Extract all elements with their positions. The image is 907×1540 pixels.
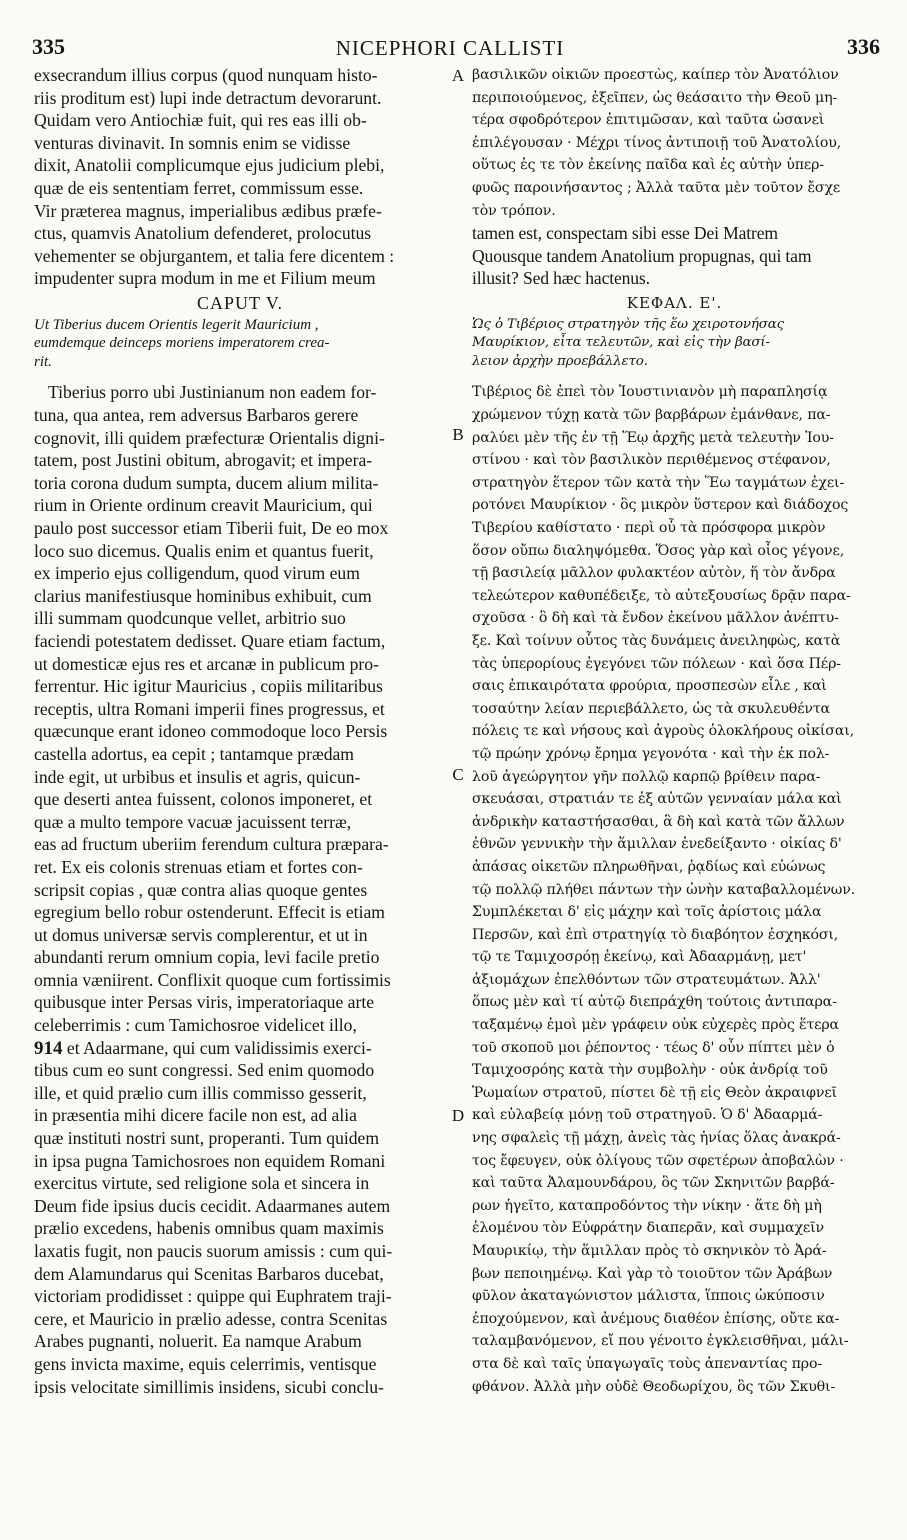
text-line: riis proditum est) lupi inde detractum devorarunt. — [34, 87, 382, 108]
text-line: victoriam prodidisset : quippe qui Euphratem traji- — [34, 1286, 392, 1307]
margin-letter-b: B — [452, 425, 464, 444]
greek-text-line: στίνου · καὶ τὸν βασιλικὸν περιθέμενος στέφανον, — [472, 452, 831, 469]
chapter-summary-line: eumdemque deinceps moriens imperatorem crea- — [34, 335, 330, 352]
text-line: gens invicta maxime, equis celerrimis, ventisque — [34, 1353, 377, 1374]
greek-text-line: περιποιούμενος, ἐξεῖπεν, ὡς θεάσαιτο τὴν Θεοῦ μη- — [472, 89, 838, 106]
text-line: ex imperio ejus colligendum, quod virum eum — [34, 563, 360, 584]
greek-text-line: Ταμιχοσρόης κατὰ τὴν συμβολὴν · οὐκ ἀνδρίᾳ τοῦ — [472, 1062, 828, 1079]
greek-text-line: φυῶς παροινήσαντος ; Ἀλλὰ ταῦτα μὲν τοῦτον ἔσχε — [472, 179, 841, 196]
greek-text-line: ἁπάσας οἰκετῶν πληρωθῆναι, ῥᾳδίως καὶ εὐώνως — [472, 858, 826, 875]
text-line: ferrentur. Hic igitur Mauricius , copiis militaribus — [34, 676, 383, 697]
greek-text-line: οὕτως ἐς τε τὸν ἐκείνης παῖδα καὶ ἐς αὐτὴν ὑπερ- — [472, 157, 824, 174]
spacer — [34, 371, 446, 381]
text-line: omnia væniirent. Conflixit quoque cum fortissimis — [34, 969, 391, 990]
text-line: Quidam vero Antiochiæ fuit, qui res eas illi ob- — [34, 110, 367, 131]
chapter-heading: CAPUT V. — [196, 292, 284, 313]
greek-text-line: ἀνδρικὴν καταστήσασθαι, ἃ δὴ καὶ κατὰ τῶν ἄλλων — [472, 813, 845, 830]
text-line: castella adortus, ea cepit ; tantamque prædam — [34, 743, 354, 764]
greek-text-line: φθάνον. Ἀλλὰ μὴν οὐδὲ Θεοδωρίχου, ὃς τῶν Σκυθι- — [472, 1378, 836, 1395]
chapter-summary-line: Ut Tiberius ducem Orientis legerit Mauricium , — [34, 316, 319, 333]
text-line: quæ a multo tempore vacuæ jacuissent terræ, — [34, 811, 352, 832]
text-line: ut domesticæ ejus res et arcanæ in publicum pro- — [34, 653, 379, 674]
text-line: tuna, qua antea, rem adversus Barbaros gerere — [34, 405, 359, 426]
greek-text-line: ἑλομένου τὸν Εὐφράτην διαπερᾶν, καὶ συμμαχεῖν — [472, 1220, 825, 1237]
text-line: receptis, ultra Romani imperii fines progressus, et — [34, 698, 385, 719]
text-line: tibus cum eo sunt congressi. Sed enim quomodo — [34, 1060, 375, 1081]
text-line: celeberrimis : cum Tamichosroe videlicet illo, — [34, 1015, 357, 1036]
greek-text-line: ἀξιομάχων ἐπελθόντων τῶν στρατευμάτων. Ἀλλ' — [472, 971, 821, 988]
greek-summary-line: λειον ἀρχὴν προεβάλλετο. — [472, 353, 648, 369]
greek-text-line: Τιβερίου καθίστατο · περὶ οὗ τὰ πρόσφορα μικρὸν — [472, 520, 826, 536]
greek-text-line: σκευάσαι, στρατιάν τε ἐξ αὐτῶν γενναίαν μάλα καὶ — [472, 791, 842, 808]
greek-text-line: πόλεις τε καὶ νήσους καὶ ἀγροὺς ὁλοκλήρους οἰκίσαι, — [472, 723, 855, 740]
page-number-left: 335 — [32, 34, 65, 59]
text-line: in præsentia mihi dicere facile non est, ad alia — [34, 1105, 357, 1126]
greek-text-line: τοσαύτην λείαν περιεβάλλετο, ὡς τὰ σκυλευθέντα — [472, 700, 830, 717]
greek-text-line: ὅσον οὔπω διαληψόμεθα. Ὅσος γὰρ καὶ οἷος γέγονε, — [472, 542, 845, 559]
latin-column — [34, 64, 446, 1398]
text-line: laxatis fugit, non paucis suorum amissis : cum qui- — [34, 1241, 393, 1261]
greek-text-line: τοῦ σκοποῦ μοι ῥέποντος · τέως δ' οὖν πίπτει μὲν ὁ — [472, 1039, 835, 1056]
margin-letter-c: C — [452, 765, 464, 784]
text-line: in ipsa pugna Tamichosroes non equidem Romani — [34, 1150, 386, 1171]
text-line: Vir præterea magnus, imperialibus ædibus præfe- — [34, 200, 382, 221]
greek-text-line: ραλύει μὲν τῆς ἐν τῇ Ἕῳ ἀρχῆς μετὰ τελευτὴν Ἰου- — [472, 429, 834, 446]
text-line: rium in Oriente ordinum creavit Mauricium, qui — [34, 495, 373, 516]
greek-text-line: τέρα σφοδρότερον ἐπιτιμῶσαν, καὶ ταῦτα ὡσανεὶ — [472, 112, 825, 129]
greek-text-line: τελεώτερον καθυπέδειξε, τὸ αὐτεξουσίως δρᾷν παρα- — [472, 587, 851, 604]
text-line: abundanti rerum omnium copia, levi facile pretio — [34, 947, 380, 968]
text-line: cere, et Mauricio in prælio adesse, contra Scenitas — [34, 1308, 388, 1329]
text-line: ipsis velocitate simillimis insidens, sicubi conclu- — [34, 1376, 384, 1397]
text-line: illi summam quodcunque vellet, arbitrio suo — [34, 608, 346, 629]
text-line: exsecrandum illius corpus (quod nunquam histo- — [34, 65, 378, 85]
greek-text-line: στρατηγὸν ἕτερον τῶν κατὰ τὴν Ἕω ταγμάτων ἐχει- — [472, 474, 845, 491]
text-line: toria corona dudum sumpta, ducem alium milita- — [34, 472, 379, 493]
greek-text-line: σχοῦσα · ὃ δὴ καὶ τὰ ἔνδον ἐκείνου μᾶλλον ἀνέπτυ- — [472, 610, 839, 627]
text-line: faciendi potestatem dedisset. Quare etiam factum, — [34, 630, 386, 651]
greek-text-line: βασιλικῶν οἰκιῶν προεστὼς, καίπερ τὸν Ἀνατόλιον — [472, 67, 839, 83]
greek-text-line: Περσῶν, καὶ ἐπὶ στρατηγίᾳ τὸ διαβόητον ἐσχηκόσι, — [472, 926, 839, 943]
greek-text-line: καὶ ταῦτα Ἀλαμουνδάρου, ὃς τῶν Σκηνιτῶν βαρβά- — [472, 1175, 835, 1192]
text-line: paulo post successor etiam Tiberii fuit, De eo mox — [34, 518, 389, 538]
greek-text-line: νης σφαλεὶς τῇ μάχῃ, ἀνεὶς τὰς ἡνίας ὅλας ἀνακρά- — [472, 1130, 841, 1147]
text-line: ctus, quamvis Anatolium defenderet, prolocutus — [34, 223, 372, 244]
greek-text-line: ταλαμβανόμενον, εἴ που γένοιτο ἐγκλεισθῆναι, μάλι- — [472, 1333, 849, 1350]
greek-summary-line: Μαυρίκιον, εἶτα τελευτῶν, καὶ εἰς τὴν βασί- — [472, 335, 770, 351]
greek-text-line: στα δὲ καὶ ταῖς ὑπαγωγαῖς τοὺς ἀπεναντίας προ- — [472, 1355, 823, 1372]
greek-text-line: ξε. Καὶ τοίνυν οὗτος τὰς δυνάμεις ἀνειληφὼς, κατὰ — [472, 632, 841, 649]
greek-text-line: βων πεποιημένῳ. Καὶ γὰρ τὸ τοιοῦτον τῶν Ἀράβων — [472, 1265, 833, 1282]
spacer — [472, 371, 877, 381]
running-title: NICEPHORI CALLISTI — [335, 36, 565, 60]
greek-text-line: τὰς ὑπερορίους ἐγεγόνει τῶν πόλεων · καὶ ὅσα Πέρ- — [472, 655, 841, 672]
greek-text-line: τος ἔφευγεν, οὐκ ὀλίγους τῶν σφετέρων ἀποβαλὼν · — [472, 1152, 844, 1169]
latin-continuation-line: Quousque tandem Anatolium propugnas, qui tam — [472, 245, 812, 266]
text-line: clarius manifestiusque hominibus exhibuit, cum — [34, 585, 372, 606]
greek-text-line: ροτόνει Μαυρίκιον · ὃς μικρὸν ὕστερον καὶ διάδοχος — [472, 497, 849, 514]
greek-text-line: τῷ πολλῷ πλήθει πάντων τὴν ὠνὴν καταβαλλομένων. — [472, 881, 856, 898]
greek-text-line: ἐθνῶν γεννικὴν τὴν ἅμιλλαν ἐνεδείξαντο · οἰκίας δ' — [472, 836, 842, 853]
greek-text-line: Ῥωμαίων στρατοῦ, πίστει δὲ τῇ εἰς Θεὸν ἀκραιφνεῖ — [472, 1084, 837, 1101]
greek-text-line: Μαυρικίῳ, τὴν ἅμιλλαν πρὸς τὸ σκηνικὸν τὸ Ἀρά- — [472, 1243, 827, 1259]
margin-letter-d: D — [451, 1106, 465, 1125]
text-line: ille, et quid prælio cum illis commisso gesserit, — [34, 1082, 367, 1103]
text-line: egregium bello robur ostenderunt. Effecit is etiam — [34, 902, 385, 923]
text-line: ret. Ex eis colonis strenuas etiam et fortes con- — [34, 856, 363, 877]
greek-text-line: λοῦ ἀγεώργητον γῆν πολλῷ καρπῷ βρίθειν παρα- — [472, 768, 821, 785]
text-line: dem Alamundarus qui Scenitas Barbaros ducebat, — [34, 1263, 384, 1284]
text-line: eas ad fructum uberiim ferendum cultura præpara- — [34, 834, 389, 855]
text-line: quæ instituti nostri sunt, properanti. Tum quidem — [34, 1128, 380, 1149]
text-line: vehementer se objurgantem, et talia fere dicentem : — [34, 245, 395, 266]
greek-text-line: χρώμενον τύχῃ κατὰ τῶν βαρβάρων ἐμάνθανε, πα- — [472, 407, 831, 424]
text-line: Tiberius porro ubi Justinianum non eadem for- — [48, 382, 377, 403]
greek-text-line: ταξαμένῳ ἐμοὶ μὲν γράφειν οὐκ εὐχερὲς πρὸς ἕτερα — [472, 1017, 839, 1034]
text-line: scripsit copias , quæ contra alias quoque gentes — [34, 879, 368, 900]
running-header — [20, 30, 880, 60]
page-number-right: 336 — [847, 34, 880, 59]
greek-text-line: ὅπως μὲν καὶ τί αὐτῷ διεπράχθη τούτοις ἀντιπαρα- — [472, 994, 837, 1011]
greek-chapter-heading: ΚΕΦΑΛ. Ε'. — [626, 293, 723, 312]
text-line: prælio excedens, habenis omnibus quam maximis — [34, 1218, 384, 1239]
greek-text-line: ἐποχούμενον, καὶ ἀνέμους διαθέον ἐπίσης, οὔτε κα- — [472, 1310, 840, 1327]
text-line — [34, 1037, 446, 1060]
text-line: Deum fide ipsius ducis cecidit. Adaarmanes autem — [34, 1195, 391, 1216]
latin-continuation-line: tamen est, conspectam sibi esse Dei Matrem — [472, 223, 778, 244]
greek-text-line: τῷ τε Ταμιχοσρόῃ ἐκείνῳ, καὶ Ἀδααρμάνῃ, μετ' — [472, 949, 807, 966]
greek-text-line: Τιβέριος δὲ ἐπεὶ τὸν Ἰουστινιανὸν μὴ παραπλησίᾳ — [472, 384, 828, 401]
text-line: ut domus universæ servis complerentur, et ut in — [34, 924, 368, 945]
text-line: cognovit, illi quidem præfecturæ Orientalis digni- — [34, 427, 385, 448]
text-line: tatem, post Justini obitum, abrogavit; et impera- — [34, 450, 373, 471]
chapter-summary-line: rit. — [34, 353, 52, 370]
greek-text-line: σαις ἐπικαιρότατα φρούρια, προσπεσὼν εἷλε , καὶ — [472, 678, 827, 695]
text-line: inde egit, ut urbibus et insulis et agris, quicun- — [34, 766, 361, 787]
text-line-content: et Adaarmane, qui cum validissimis exerci- — [66, 1037, 372, 1058]
text-line: impudenter supra modum in me et Filium meum — [34, 268, 376, 289]
text-line: Arabes pugnanti, noluerit. Ea namque Arabum — [34, 1331, 362, 1352]
greek-text-line: τὸν τρόπον. — [472, 202, 556, 219]
greek-text-line: καὶ εὐλαβείᾳ μόνῃ τοῦ στρατηγοῦ. Ὁ δ' Ἀδααρμά- — [472, 1107, 823, 1124]
greek-text-line: τῷ πρώην χρόνῳ ἔρημα γεγονότα · καὶ τὴν ἐκ πολ- — [472, 745, 830, 762]
margin-letter-a: A — [451, 66, 465, 85]
text-line: quæ de eis sententiam ferret, commissum esse. — [34, 177, 364, 198]
greek-text-line: φῦλον ἀκαταγώνιστον μάλιστα, ἵπποις ὠκύποσιν — [472, 1288, 825, 1305]
greek-text-line: ἐπιλέγουσαν · Μέχρι τίνος ἀντιποιῇ τοῦ Ἀνατολίου, — [472, 134, 842, 151]
greek-column — [472, 64, 877, 1398]
greek-text-line: τῇ βασιλείᾳ μᾶλλον φυλακτέον αὐτὸν, ἥ τὸν ἄνδρα — [472, 565, 836, 582]
text-line: venturas divinavit. In somnis enim se vidisse — [34, 132, 351, 153]
text-line: que deserti antea fuissent, colonos imponeret, et — [34, 789, 373, 810]
greek-text-line: Συμπλέκεται δ' εἰς μάχην καὶ τοῖς ἀρίστοις μάλα — [472, 904, 822, 921]
text-line: quibusque inter Persas viris, imperatoriaque arte — [34, 992, 375, 1013]
margin-number: 914 — [34, 1037, 63, 1059]
greek-summary-line: Ὡς ὁ Τιβέριος στρατηγὸν τῆς ἕω χειροτονήσας — [472, 316, 785, 332]
text-line: dixit, Anatolii complicumque ejus judicium plebi, — [34, 155, 385, 176]
greek-text-line: ρων ἡγεῖτο, καταπροδόντος τὴν νίκην · ἅτε δὴ μὴ — [472, 1197, 822, 1214]
text-line: loco suo dicemus. Qualis enim et quantus fuerit, — [34, 540, 374, 561]
latin-continuation-line: illusit? Sed hæc hactenus. — [472, 268, 650, 289]
text-line: exercitus virtute, sed religione sola et sincera in — [34, 1173, 370, 1194]
text-line: quæcunque erant idoneo commodoque loco Persis — [34, 721, 388, 742]
